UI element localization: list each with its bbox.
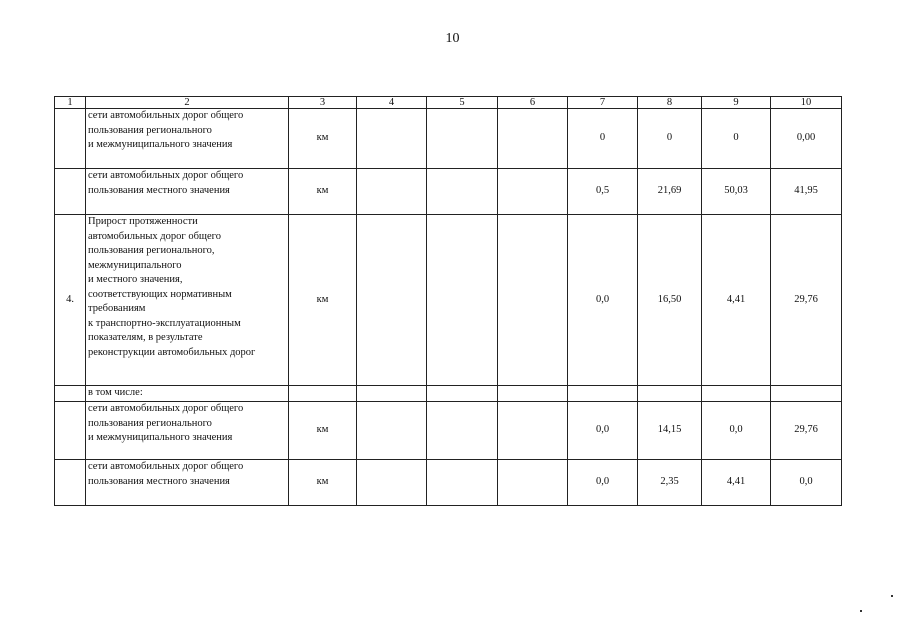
row-unit: км (289, 402, 357, 460)
row-col-6 (498, 109, 568, 169)
row-col-9: 0,0 (702, 402, 771, 460)
row-index: 4. (55, 215, 86, 386)
row-name: Прирост протяженности автомобильных дорог общего пользования регионального, межмуниципального и местного значения, соответствующих нормативным требованиям к транспортно-эксплуатационным показателям, в результате реконструкции автомобильных дорог (86, 215, 289, 386)
row-col-5 (427, 215, 498, 386)
table-row (55, 460, 842, 506)
header-col-6: 6 (498, 97, 568, 109)
row-col-4 (357, 402, 427, 460)
row-col-5 (427, 460, 498, 506)
data-table (54, 96, 842, 506)
row-col-10: 29,76 (771, 402, 842, 460)
row-col-6 (498, 169, 568, 215)
table-row (55, 169, 842, 215)
row-unit: км (289, 169, 357, 215)
header-col-3: 3 (289, 97, 357, 109)
row-col-7 (568, 386, 638, 402)
row-col-8: 2,35 (638, 460, 702, 506)
row-col-4 (357, 386, 427, 402)
row-col-7: 0,0 (568, 460, 638, 506)
row-unit: км (289, 109, 357, 169)
row-col-4 (357, 460, 427, 506)
scan-speck (891, 595, 893, 597)
row-name: сети автомобильных дорог общего пользования регионального и межмуниципального значения (86, 402, 289, 460)
table-row (55, 402, 842, 460)
row-col-9: 50,03 (702, 169, 771, 215)
table-row (55, 109, 842, 169)
scan-speck (860, 610, 862, 612)
row-col-6 (498, 215, 568, 386)
row-index (55, 386, 86, 402)
row-col-9: 4,41 (702, 215, 771, 386)
row-name: в том числе: (86, 386, 289, 402)
header-col-8: 8 (638, 97, 702, 109)
row-col-4 (357, 169, 427, 215)
row-unit: км (289, 460, 357, 506)
row-col-6 (498, 386, 568, 402)
row-col-10: 0,0 (771, 460, 842, 506)
row-col-5 (427, 109, 498, 169)
header-row (55, 97, 842, 109)
row-col-5 (427, 386, 498, 402)
row-index (55, 460, 86, 506)
row-col-9 (702, 386, 771, 402)
row-col-8: 14,15 (638, 402, 702, 460)
row-col-8: 21,69 (638, 169, 702, 215)
table-row (55, 386, 842, 402)
row-col-4 (357, 215, 427, 386)
row-col-7: 0,0 (568, 215, 638, 386)
row-col-6 (498, 402, 568, 460)
row-col-6 (498, 460, 568, 506)
row-index (55, 169, 86, 215)
row-col-10: 0,00 (771, 109, 842, 169)
header-col-10: 10 (771, 97, 842, 109)
header-col-9: 9 (702, 97, 771, 109)
row-col-7: 0 (568, 109, 638, 169)
row-unit: км (289, 215, 357, 386)
row-col-10: 29,76 (771, 215, 842, 386)
row-name: сети автомобильных дорог общего пользования регионального и межмуниципального значения (86, 109, 289, 169)
header-col-4: 4 (357, 97, 427, 109)
row-col-8: 16,50 (638, 215, 702, 386)
row-col-5 (427, 169, 498, 215)
row-name: сети автомобильных дорог общего пользования местного значения (86, 169, 289, 215)
header-col-5: 5 (427, 97, 498, 109)
row-col-4 (357, 109, 427, 169)
row-index (55, 402, 86, 460)
row-unit (289, 386, 357, 402)
row-col-10: 41,95 (771, 169, 842, 215)
row-col-7: 0,0 (568, 402, 638, 460)
row-name: сети автомобильных дорог общего пользования местного значения (86, 460, 289, 506)
row-index (55, 109, 86, 169)
table-row (55, 215, 842, 386)
row-col-7: 0,5 (568, 169, 638, 215)
row-col-9: 0 (702, 109, 771, 169)
row-col-5 (427, 402, 498, 460)
row-col-8: 0 (638, 109, 702, 169)
row-col-10 (771, 386, 842, 402)
header-col-1: 1 (55, 97, 86, 109)
header-col-2: 2 (86, 97, 289, 109)
row-col-9: 4,41 (702, 460, 771, 506)
row-col-8 (638, 386, 702, 402)
page-number: 10 (445, 31, 460, 46)
header-col-7: 7 (568, 97, 638, 109)
